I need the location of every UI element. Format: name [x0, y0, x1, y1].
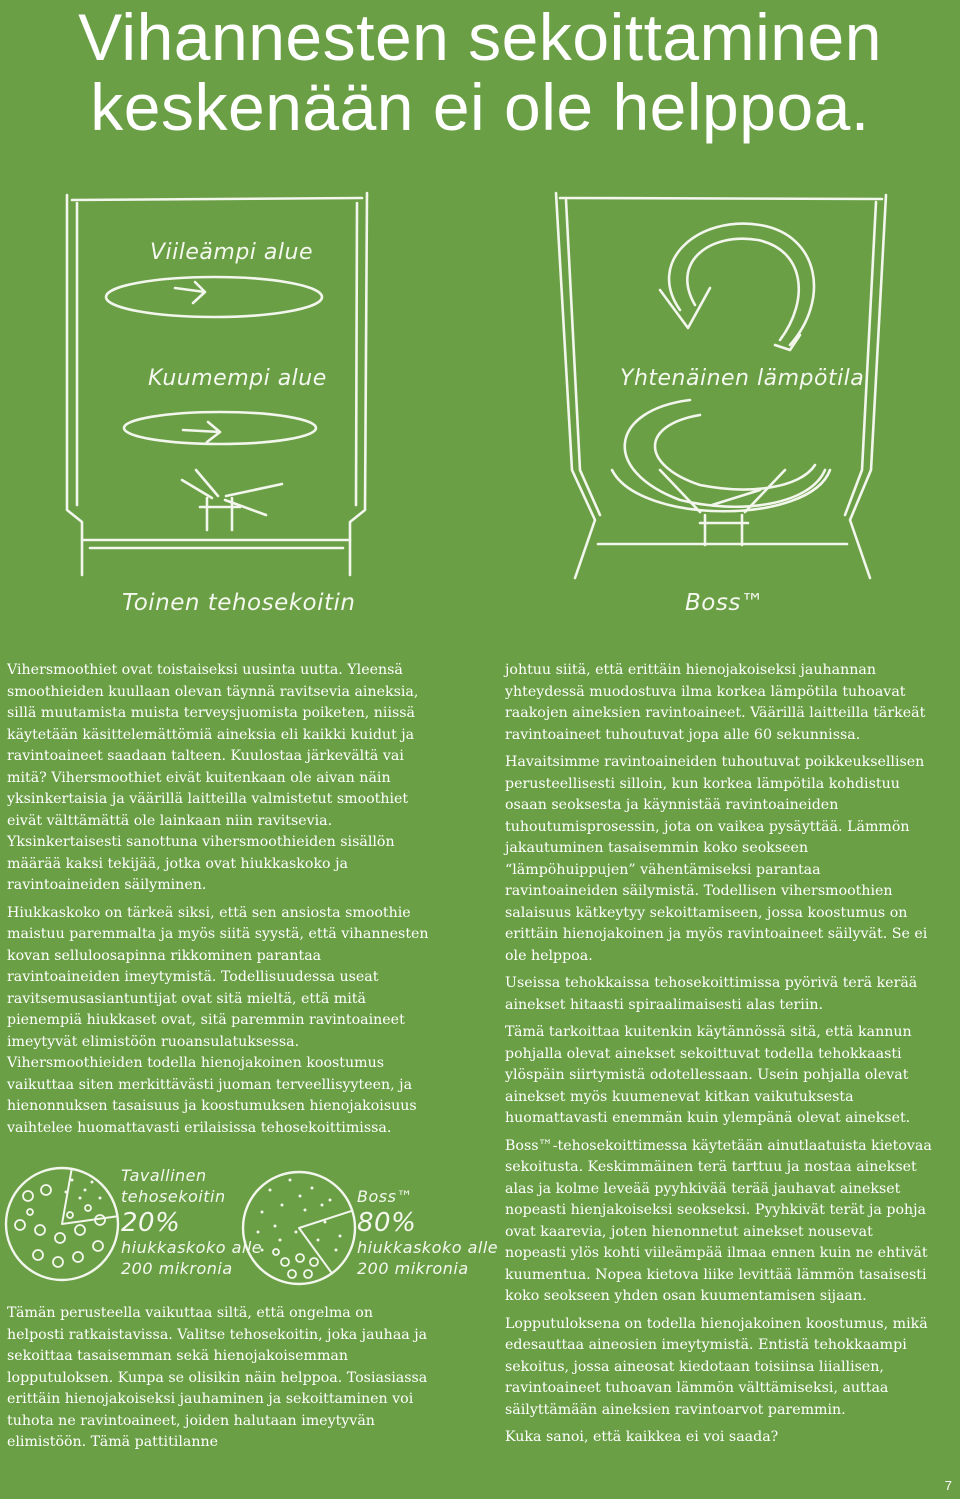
circular-arrow-head [660, 288, 710, 328]
spiral-base [612, 470, 830, 511]
boss-percent: 80% [357, 1208, 417, 1238]
boss-desc-line-2: 200 mikronia [357, 1259, 469, 1278]
label-hotter-zone: Kuumempi alue [148, 366, 327, 391]
boss-fine-dots [257, 1179, 342, 1252]
regular-percent: 20% [121, 1208, 181, 1238]
right-paragraph-3: Useissa tehokkaissa tehosekoittimissa pyörivä terä kerää ainekset hitaasti spiraalimaisesti alas teriin. [505, 975, 918, 1013]
top-swirl-arrow [175, 282, 205, 303]
right-jar-rim [560, 198, 882, 199]
caption-boss: Boss™ [685, 590, 765, 616]
right-paragraph-6: Lopputuloksena on todella hienojakoinen koostumus, mikä edesauttaa aineosien imeytymistä. Entistä tehokkaampi sekoitus, jossa aineosat kiedotaan toisiinsa liiallisen, ravintoaineet tuhoavan lämmön välttämiseksi, auttaa säilyttämään aineksien ravintoarvot paremmin. [505, 1315, 928, 1418]
regular-desc-line-1: hiukkaskoko alle [121, 1238, 263, 1257]
boss-fine-wedge [243, 1172, 352, 1284]
spiral-bowl-outer [625, 400, 825, 507]
regular-desc-line-2: 200 mikronia [121, 1259, 233, 1278]
regular-label-line-2: tehosekoitin [121, 1187, 226, 1206]
left-jar-outline-right-inner [356, 203, 357, 505]
right-paragraph-1: johtuu siitä, että erittäin hienojakoiseksi jauhannan yhteydessä muodostuva ilma korkea lämpötila tuhoavat raakojen aineksien ravintoaineet. Väärillä laitteilla tärkeät ravintoaineet tuhoutuvat jopa alle 60 sekunnissa. [505, 662, 926, 743]
left-jar-outline [67, 195, 82, 575]
left-bottom-text [7, 1303, 432, 1460]
right-paragraph-4: Tämä tarkoittaa kuitenkin käytännössä sitä, että kannun pohjalla olevat ainekset sekoittuvat todella tehokkaasti ylöspäin siirtymistä odotellessaan. Usein pohjalla olevat ainekset myös kuumenevat kitkan vaikutuksesta huomattavasti enemmän kuin ylempänä olevat ainekset. [505, 1024, 912, 1126]
left-paragraph-3: Tämän perusteella vaikuttaa siltä, että ongelma on helposti ratkaistavissa. Valitse tehosekoitin, joka jauhaa ja sekoittaa tasaisemman sekä hienojakoisemman lopputuloksen. Kunpa se olisikin näin helppoa. Tosiasiassa erittäin hienojakoiseksi jauhaminen ja sekoittaminen voi tuhota ne ravintoaineet, joiden halutaan imeytyvän elimistöön. Tämä pattitilanne [7, 1305, 428, 1450]
circular-arrow [669, 224, 814, 345]
spiral-bowl-inner [655, 415, 815, 489]
page-title-line-2: keskenään ei ole helppoa. [90, 70, 870, 144]
top-swirl-ring [106, 277, 322, 317]
right-paragraph-7: Kuka sanoi, että kaikkea ei voi saada? [505, 1429, 779, 1445]
bottom-swirl-arrow [183, 422, 220, 442]
page-number: 7 [944, 1478, 952, 1493]
left-paragraph-1: Vihersmoothiet ovat toistaiseksi uusinta uutta. Yleensä smoothieiden kuullaan olevan täynnä ravitsevia aineksia, sillä muutamista muista terveysjuomista poiketen, niissä käytetään käsittelemättömiä aineksia eli kaikki kuidut ja ravintoaineet saadaan talteen. Kuulostaa järkevältä vai mitä? Vihersmoothiet eivät kuitenkaan ole aivan näin yksinkertaisia ja väärillä laitteilla valmistetut smoothiet eivät välttämättä ole lainkaan niin ravitsevia. Yksinkertaisesti sanottuna vihersmoothieiden sisällön määrää kaksi tekijää, jotka ovat hiukkaskoko ja ravintoaineiden säilyminen. [7, 662, 419, 893]
circular-arrow-inner [687, 239, 798, 340]
left-jar-rim [72, 198, 362, 200]
label-uniform-temperature: Yhtenäinen lämpötila [620, 366, 865, 391]
regular-particles [15, 1185, 105, 1267]
boss-particles [273, 1249, 318, 1278]
regular-particle-diagram [6, 1168, 118, 1280]
caption-other-blender: Toinen tehosekoitin [122, 590, 356, 616]
right-paragraph-5: Boss™-tehosekoittimessa käytetään ainutlaatuista kietovaa sekoitusta. Keskimmäinen terä tarttuu ja nostaa ainekset alas ja kolme leveää pyyhkivää terää jauhavat ainekset nopeasti hienjakoiseksi seokseksi. Pyyhkivät terät ja pohja ovat kaarevia, joten hienonnetut ainekset nousevat nopeasti ylös kohti viileämpää ilmaa ennen kuin ne ehtivät kuumentua. Nopea kietova liike levittää lämmön tasaisesti koko seokseen yhden osan kuumentamisen sijaan. [505, 1137, 932, 1304]
boss-label: Boss™ [357, 1187, 413, 1206]
right-paragraph-2: Havaitsimme ravintoaineiden tuhoutuvat poikkeuksellisen perusteellisesti silloin, kun korkea lämpötila kohdistuu osaan seoksesta ja käynnistää ravintoaineiden tuhoutumisprosessin, jota on vaikea pysäyttää. Lämmön jakautuminen tasaisemmin koko seokseen “lämpöhuippujen” vähentämiseksi parantaa ravintoaineiden säilymistä. Todellisen vihersmoothien salaisuus kätkeytyy sekoittamiseen, jossa koostumus on erittäin hienojakoinen ja myös ravintoaineet säilyvät. Se ei ole helppoa. [505, 754, 928, 964]
regular-label-line-1: Tavallinen [121, 1166, 207, 1185]
right-column [505, 660, 935, 1455]
label-cooler-zone: Viileämpi alue [150, 240, 313, 265]
boss-desc-line-1: hiukkaskoko alle [357, 1238, 499, 1257]
left-column [7, 660, 437, 1145]
left-paragraph-2: Hiukkaskoko on tärkeä siksi, että sen ansiosta smoothie maistuu paremmalta ja myös siitä syystä, että vihannesten kovan selluloosapinna rikkominen parantaa ravintoaineiden imeytymistä. Todellisuudessa useat ravitsemusasiantuntijat ovat sitä mieltä, että mitä pienempiä hiukkaset ovat, sitä paremmin ravintoaineet imeytyvät elimistöön ruoansulatuksessa. Vihersmoothieiden todella hienojakoinen koostumus vaikuttaa siten merkittävästi juoman terveellisyyteen, ja hienonnuksen tasaisuus ja koostumuksen hienojakoisuus vaihtelee huomattavasti erilaisissa tehosekoittimissa. [7, 904, 429, 1136]
page-title-line-1: Vihannesten sekoittaminen [78, 0, 882, 74]
right-blade-shaft [700, 515, 748, 545]
bottom-swirl-ring [124, 412, 316, 444]
boss-particle-diagram [243, 1172, 355, 1284]
left-jar-outline-right [350, 193, 367, 575]
regular-fine-wedge [62, 1169, 118, 1224]
